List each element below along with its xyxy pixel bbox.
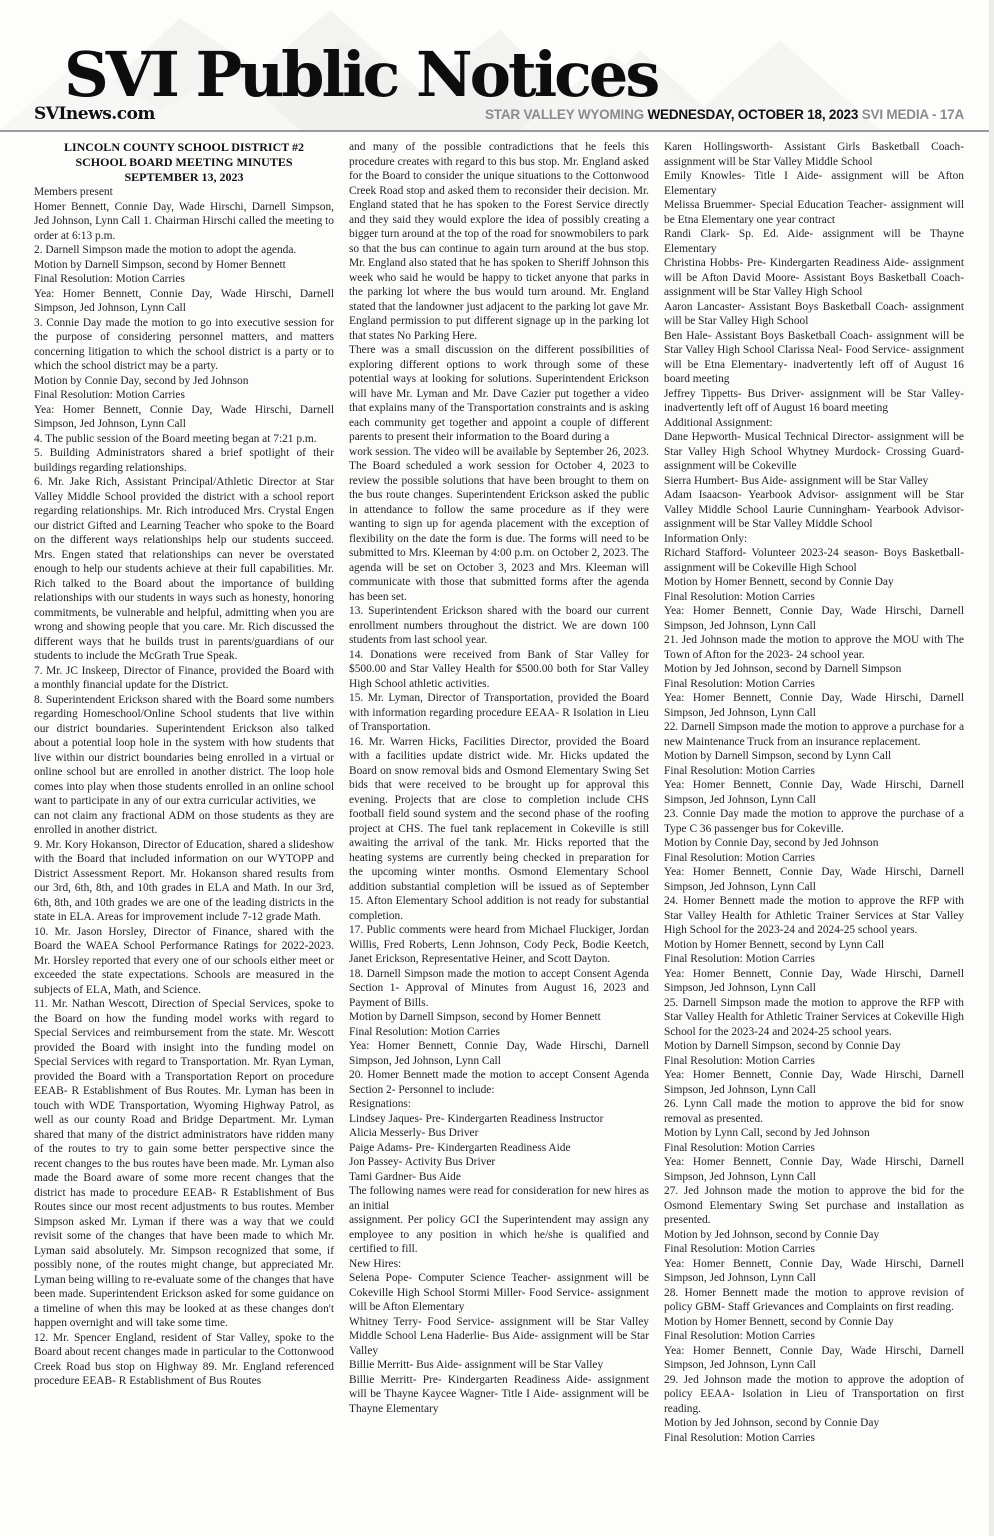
notice-paragraph: Final Resolution: Motion Carries	[664, 764, 815, 777]
site-url: SVInews.com	[34, 104, 155, 124]
notice-paragraph: Resignations:	[349, 1098, 412, 1110]
notice-title-line: SCHOOL BOARD MEETING MINUTES	[75, 155, 293, 169]
notice-paragraph: 21. Jed Johnson made the motion to approve the MOU with The Town of Afton for the 2023- 24 school year.	[664, 634, 964, 661]
dateline	[485, 107, 964, 122]
notice-paragraph: Final Resolution: Motion Carries	[664, 677, 815, 690]
notice-paragraph: Motion by Lynn Call, second by Jed Johnson	[664, 1127, 870, 1139]
notice-paragraph: 28. Homer Bennett made the motion to approve revision of policy GBM- Staff Grievances and Complaints on first reading.	[664, 1286, 964, 1313]
notice-paragraph: Yea: Homer Bennett, Connie Day, Wade Hirschi, Darnell Simpson, Jed Johnson, Lynn Call	[664, 1344, 964, 1371]
notice-paragraph: Karen Hollingsworth- Assistant Girls Basketball Coach- assignment will be Star Valley Middle School	[664, 141, 964, 168]
notice-paragraph: Tami Gardner- Bus Aide	[349, 1170, 461, 1183]
notice-paragraph: Billie Merritt- Bus Aide- assignment will be Star Valley	[349, 1359, 604, 1371]
notice-paragraph: Billie Merritt- Pre- Kindergarten Readiness Aide- assignment will be Thayne Kaycee Wagner- Title I Aide- assignment will be Thayne Elementary	[349, 1373, 649, 1415]
notice-paragraph: 12. Mr. Spencer England, resident of Star Valley, spoke to the Board about recent changes made in particular to the Cottonwood Creek Road bus stop on Highway 89. Mr. England referenced procedure EEAB- R Establishment of Bus Routes	[34, 1331, 334, 1387]
notice-paragraph: Motion by Homer Bennett, second by Connie Day	[664, 1315, 894, 1328]
notice-paragraph: Final Resolution: Motion Carries	[349, 1025, 500, 1038]
notice-paragraph: 6. Mr. Jake Rich, Assistant Principal/Athletic Director at Star Valley Middle School provided the district with a school report regarding relationships. Mr. Rich introduced Mrs. Crystal Engen our district Gifted and Learning Teacher who spoke to the Board on the different ways relationships help our students succeed. Mrs. Engen stated that relationships can never be overstated enough to help our students achieve at their full capabilities. Mr. Rich talked to the Board about the importance of building relationships with our students in ways such as honesty, honoring commitments, be vulnerable and helpful, admitting when you are wrong and showing people that you care. Mr. Rich discussed the different ways that he builds trust in parents/guardians of our students to include the McGrath True Speak.	[34, 476, 334, 662]
paper-title: SVI Public Notices	[64, 38, 658, 111]
notice-paragraph: Aaron Lancaster- Assistant Boys Basketball Coach- assignment will be Star Valley High School	[664, 300, 964, 327]
notice-paragraph: Final Resolution: Motion Carries	[664, 1431, 815, 1444]
notice-paragraph: can not claim any fractional ADM on those students as they are enrolled in another district.	[34, 809, 334, 836]
notice-paragraph: Yea: Homer Bennett, Connie Day, Wade Hirschi, Darnell Simpson, Jed Johnson, Lynn Call	[34, 403, 334, 430]
masthead	[0, 0, 994, 132]
notice-paragraph: Motion by Homer Bennett, second by Connie Day	[664, 576, 894, 588]
notice-paragraph: There was a small discussion on the different possibilities of exploring different options to work through some of these potential ways at looking for solutions. Superintendent Erickson will have Mr. Lyman and Mr. Dave Cazier put together a video that explains many of the Transportation constraints and is asking each community get together and appoint a couple of different parents to present their information to the Board during a	[349, 344, 649, 443]
notice-paragraph: Yea: Homer Bennett, Connie Day, Wade Hirschi, Darnell Simpson, Jed Johnson, Lynn Call	[664, 779, 964, 806]
notice-paragraph: 8. Superintendent Erickson shared with the Board some numbers regarding Homeschool/Online School students that live within our district boundaries. Superintendent Erickson also talked about a potential loop hole in the system with how students that live within our district boundaries being enrolled in a virtual or online school but are enrolled in another district. The loop hole comes into play when those students enrolled in an online school want to participate in any of our extra curricular activities, we	[34, 693, 334, 807]
notice-paragraph: Jon Passey- Activity Bus Driver	[349, 1156, 496, 1168]
notice-paragraph: Motion by Jed Johnson, second by Connie Day	[664, 1228, 880, 1241]
notice-paragraph: Motion by Connie Day, second by Jed Johnson	[664, 837, 879, 849]
notice-paragraph: Adam Isaacson- Yearbook Advisor- assignment will be Star Valley Middle School Laurie Cunningham- Yearbook Advisor- assignment will be Star Valley Middle School	[664, 489, 964, 530]
notice-paragraph: and many of the possible contradictions that he feels this procedure creates with regard to this bus stop. Mr. England asked for the Board to consider the unique situations to the Cottonwood Creek Road stop and asked them to reconsider their decision. Mr. England stated that he has spoken to the Forest Service directly and they said they would explore the idea of possibly creating a bigger turn around at the top of the road for snowmobilers to park so that the bus can continue to again turn around at the bus stop. Mr. England also stated that he has spoken to Sheriff Johnson this week who said he would be happy to ticket anyone that parks in the parking lot where the bus would turn around. Mr. England stated that the landowner just adjacent to the parking lot gave Mr. England permission to put different signage up in the parking lot that states No Parking Here.	[349, 141, 649, 342]
column-1	[34, 140, 334, 1445]
notice-paragraph: 27. Jed Johnson made the motion to approve the bid for the Osmond Elementary Swing Set purchase and installation as presented.	[664, 1185, 964, 1226]
column-3	[664, 140, 964, 1445]
notice-paragraph: 25. Darnell Simpson made the motion to approve the RFP with Star Valley Health for Athletic Trainer Services at Cokeville High School for the 2023-24 and 2024-25 school years.	[664, 996, 964, 1038]
notice-paragraph: Final Resolution: Motion Carries	[664, 953, 815, 965]
column-2	[349, 140, 649, 1445]
notice-paragraph: 24. Homer Bennett made the motion to approve the RFP with Star Valley Health for Athletic Trainer Services at Star Valley High School for the 2023-24 and 2024-25 school years.	[664, 895, 964, 936]
notice-paragraph: Information Only:	[664, 532, 748, 545]
notice-paragraph: Final Resolution: Motion Carries	[34, 273, 185, 285]
notice-paragraph: 29. Jed Johnson made the motion to approve the adoption of policy EEAA- Isolation in Lieu of Transportation on first reading.	[664, 1373, 964, 1415]
notice-paragraph: 11. Mr. Nathan Wescott, Direction of Special Services, spoke to the Board on how the funding model works with regard to Special Services and reimbursement from the state. Mr. Wescott provided the Board with insight into the funding model on Special Services with regard to Transportation. Mr. Ryan Lyman, provided the Board with a Transportation Report on procedure EEAB- R Establishment of Bus Routes. Mr. Lyman has been in touch with WDE Transportation, Wyoming Highway Patrol, as well as our county Road and Bridge Department. Mr. Lyman shared that many of the district administrators have ridden many of the routes to try to gain some better perspective since the recent changes to the bus routes have been made. Mr. Lyman also made the Board aware of some more recent changes that the district has made to procedure EEAB- R Establishment of Bus Routes since our most recent adjustments to bus routes. Member Simpson asked Mr. Lyman if there was a way that we could revisit some of the changes that have been made to which Mr. Lyman said absolutely. Mr. Simpson recognized that some, if possibly none, of the routes might change, but appreciated Mr. Lyman being willing to re-evaluate some of the changes that have been made. Superintendent Erickson asked for some guidance on a timeline of when this may be looked at as these changes don't happen overnight and will take some time.	[34, 998, 334, 1329]
notice-paragraph: Ben Hale- Assistant Boys Basketball Coach- assignment will be Star Valley High School Clarissa Neal- Food Service- assignment will be Etna Elementary- inadvertently left off of August 16 board meeting	[664, 329, 964, 385]
notice-paragraph: Final Resolution: Motion Carries	[664, 851, 815, 864]
notice-paragraph: Final Resolution: Motion Carries	[664, 1054, 815, 1067]
notice-paragraph: Jeffrey Tippetts- Bus Driver- assignment will be Star Valley- inadvertently left off of August 16 board meeting	[664, 387, 964, 414]
notice-paragraph: Yea: Homer Bennett, Connie Day, Wade Hirschi, Darnell Simpson, Jed Johnson, Lynn Call	[664, 1069, 964, 1096]
notice-paragraph: Motion by Darnell Simpson, second by Lynn Call	[664, 750, 892, 762]
notice-paragraph: Paige Adams- Pre- Kindergarten Readiness Aide	[349, 1141, 571, 1154]
dateline-location: STAR VALLEY WYOMING	[484, 107, 648, 122]
notice-paragraph: Emily Knowles- Title I Aide- assignment will be Afton Elementary	[664, 170, 964, 197]
notice-paragraph: 4. The public session of the Board meeting began at 7:21 p.m.	[34, 432, 317, 445]
notice-paragraph: Motion by Darnell Simpson, second by Connie Day	[664, 1040, 901, 1052]
notice-paragraph: Yea: Homer Bennett, Connie Day, Wade Hirschi, Darnell Simpson, Jed Johnson, Lynn Call	[664, 1156, 964, 1183]
notice-paragraph: Yea: Homer Bennett, Connie Day, Wade Hirschi, Darnell Simpson, Jed Johnson, Lynn Call	[664, 692, 964, 719]
notice-paragraph: Lindsey Jaques- Pre- Kindergarten Readiness Instructor	[349, 1112, 604, 1125]
notice-paragraph: 13. Superintendent Erickson shared with the board our current enrollment numbers throughout the district. We are down 100 students from last school year.	[349, 605, 649, 646]
notice-paragraph: 22. Darnell Simpson made the motion to approve a purchase for a new Maintenance Truck from an insurance replacement.	[664, 721, 964, 748]
notice-paragraph: Members present	[34, 186, 113, 198]
notice-paragraph: 17. Public comments were heard from Michael Fluckiger, Jordan Willis, Fred Roberts, Lenn Johnson, Cody Peck, Bodie Keetch, Janet Erickson, Representative Heiner, and Scott Dayton.	[349, 924, 649, 965]
notice-paragraph: 18. Darnell Simpson made the motion to accept Consent Agenda Section 1- Approval of Minutes from August 16, 2023 and Payment of Bills.	[349, 967, 649, 1009]
notice-paragraph: The following names were read for consideration for new hires as an initial	[349, 1185, 649, 1212]
notice-paragraph: Motion by Homer Bennett, second by Lynn Call	[664, 938, 885, 951]
notice-paragraph: Richard Stafford- Volunteer 2023-24 season- Boys Basketball- assignment will be Cokeville High School	[664, 547, 964, 574]
notice-paragraph: Dane Hepworth- Musical Technical Director- assignment will be Star Valley High School Whytney Murdock- Crossing Guard- assignment will be Cokeville	[664, 431, 964, 472]
notice-paragraph: Motion by Jed Johnson, second by Connie Day	[664, 1417, 880, 1429]
notice-paragraph: Sierra Humbert- Bus Aide- assignment will be Star Valley	[664, 474, 929, 487]
dateline-media: SVI MEDIA - 17A	[858, 107, 964, 122]
masthead-bottom-row	[34, 104, 964, 124]
notice-paragraph: Final Resolution: Motion Carries	[34, 389, 185, 401]
notice-paragraph: 20. Homer Bennett made the motion to accept Consent Agenda Section 2- Personnel to include:	[349, 1069, 649, 1096]
notice-body	[0, 132, 994, 1445]
notice-paragraph: Motion by Darnell Simpson, second by Homer Bennett	[34, 258, 286, 271]
notice-title-line: SEPTEMBER 13, 2023	[124, 170, 244, 184]
notice-paragraph: 5. Building Administrators shared a brief spotlight of their buildings regarding relationships.	[34, 447, 334, 474]
notice-paragraph: 23. Connie Day made the motion to approve the purchase of a Type C 36 passenger bus for Cokeville.	[664, 808, 964, 835]
notice-paragraph: Motion by Jed Johnson, second by Darnell Simpson	[664, 663, 902, 675]
notice-paragraph: Randi Clark- Sp. Ed. Aide- assignment will be Thayne Elementary	[664, 228, 964, 255]
notice-paragraph: Yea: Homer Bennett, Connie Day, Wade Hirschi, Darnell Simpson, Jed Johnson, Lynn Call	[34, 287, 334, 314]
notice-paragraph: Homer Bennett, Connie Day, Wade Hirschi, Darnell Simpson, Jed Johnson, Lynn Call 1. Chairman Hirschi called the meeting to order at 6:13 p.m.	[34, 200, 334, 242]
notice-paragraph: 10. Mr. Jason Horsley, Director of Finance, shared with the Board the WAEA School Performance Ratings for 2022-2023. Mr. Horsley reported that every one of our schools either meet or exceeded the state expectations. Schools are measured in the subjects of ELA, Math, and Science.	[34, 925, 334, 996]
notice-paragraph: Yea: Homer Bennett, Connie Day, Wade Hirschi, Darnell Simpson, Jed Johnson, Lynn Call	[664, 1257, 964, 1284]
notice-paragraph: Final Resolution: Motion Carries	[664, 1141, 815, 1154]
notice-paragraph: Whitney Terry- Food Service- assignment will be Star Valley Middle School Lena Haderlie- Bus Aide- assignment will be Star Valley	[349, 1315, 649, 1357]
notice-title-line: LINCOLN COUNTY SCHOOL DISTRICT #2	[63, 140, 305, 154]
notice-paragraph: Final Resolution: Motion Carries	[664, 590, 815, 603]
notice-paragraph: Yea: Homer Bennett, Connie Day, Wade Hirschi, Darnell Simpson, Jed Johnson, Lynn Call	[664, 605, 964, 632]
notice-paragraph: 3. Connie Day made the motion to go into executive session for the purpose of considering personnel matters, and matters concerning litigation to which the school district is a party or to which the school district may be a party.	[34, 316, 334, 372]
notice-paragraph: 7. Mr. JC Inskeep, Director of Finance, provided the Board with a monthly financial update for the District.	[34, 664, 334, 691]
notice-paragraph: Motion by Connie Day, second by Jed Johnson	[34, 374, 249, 387]
page-edge-strip	[989, 0, 994, 1536]
notice-paragraph: Christina Hobbs- Pre- Kindergarten Readiness Aide- assignment will be Afton David Moore- Assistant Boys Basketball Coach- assignment will be Star Valley High School	[664, 257, 964, 298]
notice-paragraph: Yea: Homer Bennett, Connie Day, Wade Hirschi, Darnell Simpson, Jed Johnson, Lynn Call	[664, 866, 964, 893]
notice-paragraph: New Hires:	[349, 1257, 402, 1270]
notice-paragraph: Alicia Messerly- Bus Driver	[349, 1127, 479, 1139]
notice-paragraph: Yea: Homer Bennett, Connie Day, Wade Hirschi, Darnell Simpson, Jed Johnson, Lynn Call	[664, 967, 964, 994]
notice-paragraph: 16. Mr. Warren Hicks, Facilities Director, provided the Board with a facilities update district wide. Mr. Hicks updated the Board on snow removal bids and Osmond Elementary Swing Set bids that were received to be brought up for approval this evening. Projects that are close to completion include CHS football field sound system and the second phase of the roofing project at CHS. The fuel tank replacement in Cokeville is still awaiting the arrival of the tank. Mr. Hicks reported that the heating systems are currently being checked in preparation for the upcoming winter months. Osmond Elementary School addition substantial completion will be issued as of September 15. Afton Elementary School addition is not ready for substantial completion.	[349, 735, 649, 922]
notice-paragraph: 26. Lynn Call made the motion to approve the bid for snow removal as presented.	[664, 1098, 964, 1125]
notice-paragraph: 15. Mr. Lyman, Director of Transportation, provided the Board with information regarding procedure EEAA- R Isolation in Lieu of Transportation.	[349, 692, 649, 733]
notice-paragraph: Final Resolution: Motion Carries	[664, 1330, 815, 1342]
notice-paragraph: Melissa Bruemmer- Special Education Teacher- assignment will be Etna Elementary one year contract	[664, 199, 964, 226]
notice-paragraph: Additional Assignment:	[664, 416, 773, 429]
notice-paragraph: Yea: Homer Bennett, Connie Day, Wade Hirschi, Darnell Simpson, Jed Johnson, Lynn Call	[349, 1040, 649, 1067]
notice-paragraph: 14. Donations were received from Bank of Star Valley for $500.00 and Star Valley Health for $500.00 both for Star Valley High School athletic activities.	[349, 648, 649, 690]
notice-paragraph: 9. Mr. Kory Hokanson, Director of Education, shared a slideshow with the Board that included information on our WYTOPP and District Assessment Report. Mr. Hokanson shared results from our 3rd, 6th, 8th, and 10th grades in ELA and Math. In our 3rd, 6th, 8th, and 10th grades we are one of the leading districts in the state in ELA. Areas for improvement include 7-12 grade Math.	[34, 838, 334, 923]
notice-paragraph: 2. Darnell Simpson made the motion to adopt the agenda.	[34, 244, 297, 256]
notice-paragraph: Selena Pope- Computer Science Teacher- assignment will be Cokeville High School Stormi Miller- Food Service- assignment will be Afton Elementary	[349, 1272, 649, 1313]
notice-paragraph: assignment. Per policy GCI the Superintendent may assign any employee to any position in which he/she is qualified and certified to fill.	[349, 1214, 649, 1255]
notice-paragraph: Final Resolution: Motion Carries	[664, 1243, 815, 1255]
notice-paragraph: Motion by Darnell Simpson, second by Homer Bennett	[349, 1011, 601, 1023]
notice-paragraph: work session. The video will be available by September 26, 2023. The Board scheduled a work session for October 4, 2023 to review the possible solutions that have been brought to them on the bus route changes. Superintendent Erickson asked the public in attendance to follow the same procedure as if they were wanting to sign up for agenda placement with the exception of flexibility on the date the form is due. The forms will need to be submitted to Mrs. Kleeman by 4:00 p.m. on October 2, 2023. The agenda will be set on October 3, 2023 and Mrs. Kleeman will communicate with those that submitted forms after the agenda has been set.	[349, 445, 649, 603]
dateline-date: WEDNESDAY, OCTOBER 18, 2023	[647, 107, 859, 122]
